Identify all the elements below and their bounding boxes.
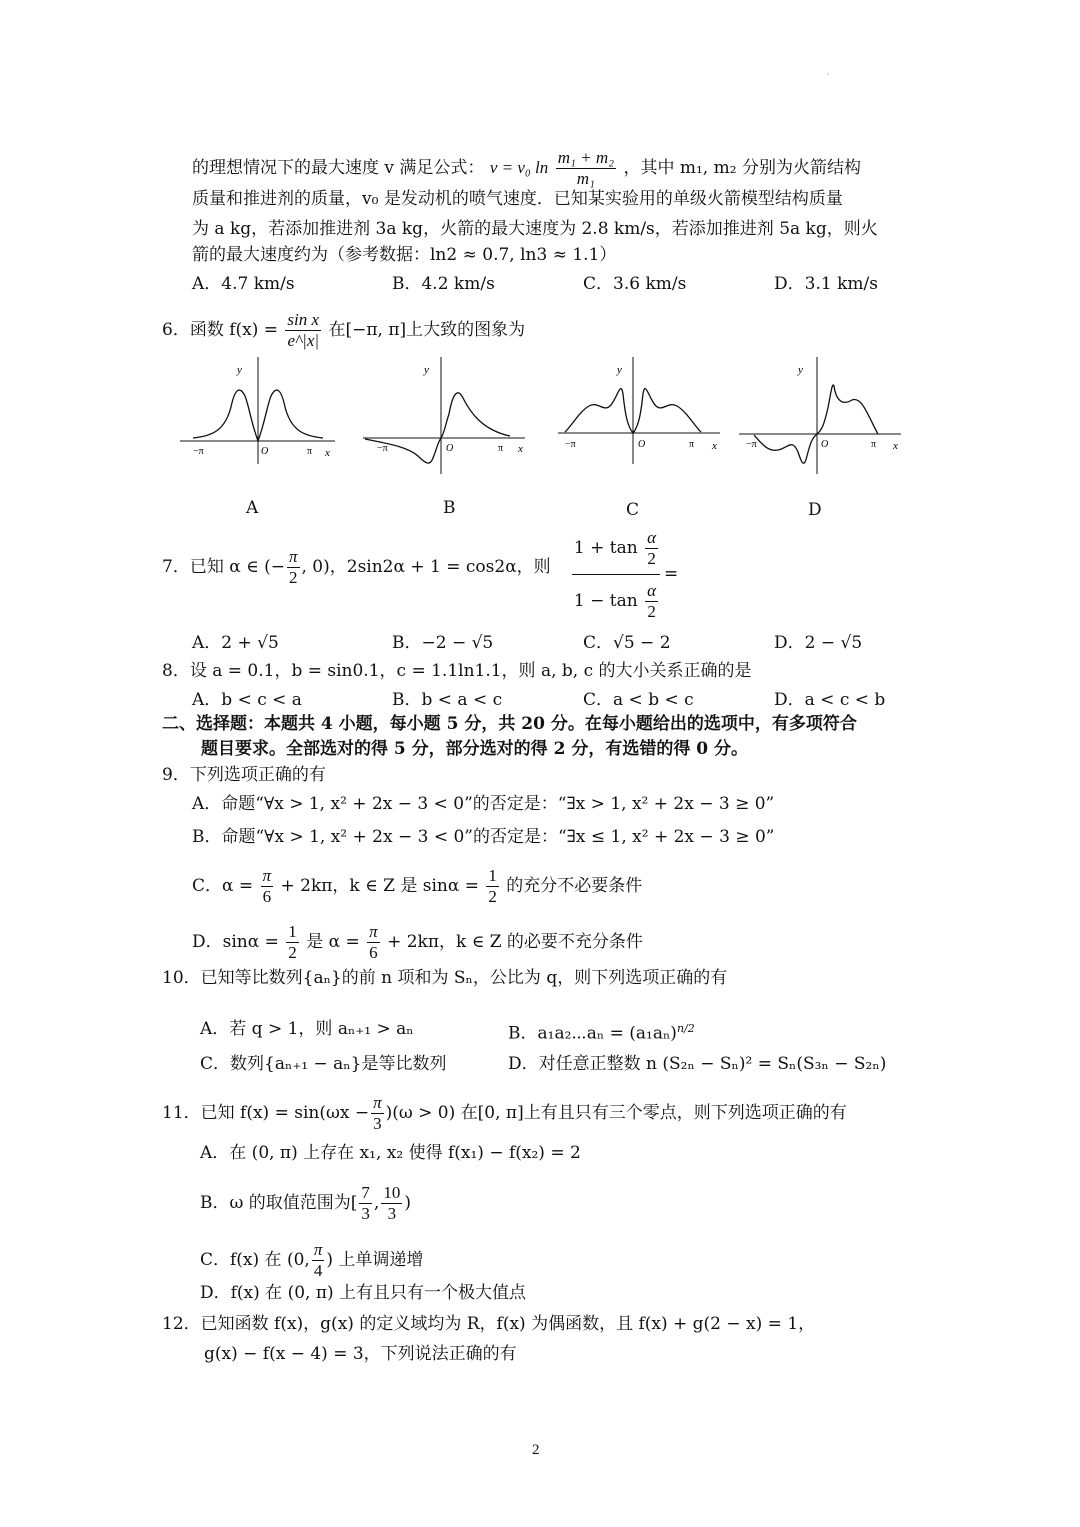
q11-b-ten-thirds: [381, 1183, 402, 1224]
q9-d-six: 6: [369, 943, 378, 962]
q9-option-a: A．命题“∀x > 1, x² + 2x − 3 < 0”的否定是：“∃x > 1, x² + 2x − 3 ≥ 0”: [192, 794, 775, 814]
q11-b-n2: 10: [383, 1183, 401, 1202]
q5-formula-denominator: m₁: [576, 169, 595, 188]
q7-option-b: B．−2 − √5: [392, 633, 494, 653]
q11-b-post: ): [404, 1193, 411, 1213]
q10-option-d: D．对任意正整数 n (S₂ₙ − Sₙ)² = Sₙ(S₃ₙ − S₂ₙ): [508, 1054, 887, 1074]
q5-option-d: D．3.1 km/s: [774, 274, 878, 294]
graph-d-y-label: y: [798, 364, 803, 376]
q9-option-c: [192, 866, 642, 907]
q9-d-pi-over-6: [367, 922, 380, 963]
q12-line2: g(x) − f(x − 4) = 3，下列说法正确的有: [204, 1344, 517, 1364]
graph-d-pos-pi: π: [871, 439, 877, 450]
graph-d-neg-pi: −π: [746, 439, 757, 450]
q5-option-c: C．3.6 km/s: [583, 274, 687, 294]
q11-pi: π: [373, 1093, 382, 1112]
graph-b: [360, 352, 530, 477]
q7-alpha-bottom: α: [647, 581, 657, 600]
q11-b-d2: 3: [387, 1204, 397, 1223]
q7-alpha-top: α: [647, 528, 657, 547]
q7-fraction-bar: [572, 574, 660, 575]
q9-c-pre: C．α =: [192, 876, 254, 896]
q10-option-a: A．若 q > 1，则 aₙ₊₁ > aₙ: [200, 1019, 414, 1039]
graph-b-origin: O: [446, 443, 454, 454]
q7-two-bottom: 2: [647, 602, 656, 621]
graph-c-x-label: x: [712, 440, 717, 452]
q7-top-text: 1 + tan: [573, 538, 638, 558]
q8-stem: 8．设 a = 0.1，b = sin0.1，c = 1.1ln1.1，则 a, b, c 的大小关系正确的是: [162, 661, 752, 681]
q6-numerator: sin x: [287, 310, 320, 329]
q7-alpha-over-2-top: [645, 528, 658, 569]
q9-option-b: B．命题“∀x > 1, x² + 2x − 3 < 0”的否定是：“∃x ≤ 1, x² + 2x − 3 ≥ 0”: [192, 827, 775, 847]
q7-prefix: 7．已知 α ∈ (−: [162, 557, 285, 577]
q5-formula-fraction: [556, 148, 616, 189]
graph-a-pos-pi: π: [307, 446, 313, 457]
q10-b-text: B．a₁a₂⋯aₙ = (a₁aₙ): [508, 1023, 677, 1044]
q11-stem: [162, 1093, 847, 1134]
q7-two: 2: [288, 568, 298, 587]
q5-line3: 为 a kg，若添加推进剂 3a kg，火箭的最大速度为 2.8 km/s，若添加推进剂 5a kg，则火: [192, 219, 878, 239]
q9-c-post: 的充分不必要条件: [506, 876, 643, 896]
q7-option-a: A．2 + √5: [192, 633, 279, 653]
q9-c-one-half: [486, 866, 499, 907]
q9-c-one: 1: [488, 866, 497, 885]
q10-option-b: [508, 1018, 695, 1045]
section2-line2: 题目要求。全部选对的得 5 分，部分选对的得 2 分，有选错的得 0 分。: [201, 739, 748, 759]
q11-option-c: [200, 1240, 423, 1281]
q8-option-a: A．b < c < a: [192, 690, 302, 710]
q7-stem: [162, 547, 551, 588]
q7-two-top: 2: [647, 549, 656, 568]
q5-line1-tail: ，其中 m₁, m₂ 分别为火箭结构: [623, 158, 861, 178]
q9-option-d: [192, 922, 643, 963]
graph-b-label: B: [443, 498, 456, 518]
q11-c-pi: π: [313, 1240, 323, 1259]
graph-a: [175, 352, 340, 467]
q7-big-denominator: [572, 581, 662, 622]
q11-stem-post: )(ω > 0) 在[0, π]上有且只有三个零点，则下列选项正确的有: [385, 1103, 847, 1123]
q11-option-d: D．f(x) 在 (0, π) 上有且只有一个极大值点: [200, 1283, 527, 1303]
scan-mark: ·: [827, 70, 830, 79]
graph-d-x-label: x: [893, 440, 898, 452]
q9-c-mid: + 2kπ，k ∈ Z 是 sinα =: [280, 876, 479, 896]
graph-c-y-label: y: [617, 364, 622, 376]
q9-stem: 9．下列选项正确的有: [162, 765, 326, 785]
q9-d-two: 2: [288, 943, 297, 962]
q9-d-pre: D．sinα =: [192, 932, 279, 952]
graph-b-neg-pi: −π: [377, 443, 388, 454]
page-number: 2: [532, 1442, 540, 1458]
q10-b-exponent: n/2: [676, 1022, 695, 1035]
q9-d-pi: π: [369, 922, 378, 941]
q7-bottom-text: 1 − tan: [573, 591, 638, 611]
q7-option-d: D．2 − √5: [774, 633, 863, 653]
q9-c-pi: π: [262, 866, 272, 885]
q5-formula-numerator: m₁ + m₂: [557, 148, 615, 167]
graph-b-y-label: y: [424, 364, 429, 376]
q7-big-numerator: [572, 528, 662, 569]
q11-c-pre: C．f(x) 在 (0,: [200, 1250, 310, 1270]
q6-prefix: 6．函数 f(x) =: [162, 320, 279, 340]
q11-b-n1: 7: [361, 1183, 370, 1202]
q6-suffix: 在[−π, π]上大致的图象为: [328, 320, 526, 340]
q11-b-pre: B．ω 的取值范围为[: [200, 1193, 358, 1213]
graph-a-neg-pi: −π: [193, 446, 204, 457]
q11-option-a: A．在 (0, π) 上存在 x₁, x₂ 使得 f(x₁) − f(x₂) = 2: [200, 1143, 581, 1163]
graph-d-label: D: [808, 500, 822, 520]
q6-denominator: e^|x|: [287, 331, 320, 350]
graph-b-pos-pi: π: [498, 443, 504, 454]
graph-a-origin: O: [261, 446, 269, 457]
q9-d-one: 1: [288, 922, 297, 941]
q11-three: 3: [373, 1114, 382, 1133]
q11-c-pi-over-4: [312, 1240, 325, 1281]
q11-b-seven-thirds: [359, 1183, 372, 1224]
graph-c-pos-pi: π: [689, 439, 695, 450]
q6-fraction: [285, 310, 321, 351]
q12-line1: 12．已知函数 f(x)，g(x) 的定义域均为 R，f(x) 为偶函数，且 f(x) + g(2 − x) = 1，: [162, 1314, 816, 1334]
q11-stem-pre: 11．已知 f(x) = sin(ωx −: [162, 1103, 370, 1123]
q9-c-pi-over-6: [261, 866, 274, 907]
q11-c-post: ) 上单调递增: [326, 1250, 424, 1270]
graph-d: [736, 352, 906, 477]
q9-c-two: 2: [488, 887, 497, 906]
q7-pi-over-2: [287, 547, 300, 588]
q7-alpha-over-2-bottom: [645, 581, 658, 622]
q10-option-c: C．数列{aₙ₊₁ − aₙ}是等比数列: [200, 1054, 447, 1074]
graph-d-origin: O: [821, 439, 829, 450]
q8-option-c: C．a < b < c: [583, 690, 694, 710]
q11-c-four: 4: [313, 1261, 323, 1280]
graph-c-neg-pi: −π: [565, 439, 576, 450]
graph-a-label: A: [246, 498, 259, 518]
q11-option-b: B．ω 的取值范围为[ $\frac{7}{3}$ , $\frac{10}{3}$ ): [200, 1183, 411, 1223]
section2-line1: 二、选择题：本题共 4 小题，每小题 5 分，共 20 分。在每小题给出的选项中，有多项符合: [162, 714, 857, 734]
q7-option-c: C．√5 − 2: [583, 633, 671, 653]
graph-a-y-label: y: [237, 364, 242, 376]
graph-c: [555, 352, 725, 467]
q5-line2: 质量和推进剂的质量，v₀ 是发动机的喷气速度．已知某实验用的单级火箭模型结构质量: [192, 189, 843, 209]
q5-line1: [192, 148, 861, 189]
q9-d-one-half: [286, 922, 299, 963]
q10-stem: 10．已知等比数列{aₙ}的前 n 项和为 Sₙ，公比为 q，则下列选项正确的有: [162, 968, 728, 988]
q5-line4: 箭的最大速度约为（参考数据：ln2 ≈ 0.7, ln3 ≈ 1.1）: [192, 245, 617, 265]
q9-d-mid: 是 α =: [306, 932, 360, 952]
q5-option-b: B．4.2 km/s: [392, 274, 495, 294]
q6-stem: [162, 310, 525, 351]
graph-a-x-label: x: [325, 447, 330, 459]
q7-mid: , 0)，2sin2α + 1 = cos2α，则: [301, 557, 551, 577]
q11-pi-over-3: [371, 1093, 384, 1134]
q5-line1-text: 的理想情况下的最大速度 v 满足公式：: [192, 158, 485, 178]
q5-formula: v = v₀ ln: [489, 158, 549, 177]
q9-d-post: + 2kπ，k ∈ Z 的必要不充分条件: [387, 932, 643, 952]
graph-c-origin: O: [638, 439, 646, 450]
q8-option-b: B．b < a < c: [392, 690, 503, 710]
q11-b-d1: 3: [361, 1204, 370, 1223]
q9-c-six: 6: [262, 887, 272, 906]
q7-pi: π: [288, 547, 298, 566]
graph-c-label: C: [626, 500, 640, 520]
q5-option-a: A．4.7 km/s: [192, 274, 295, 294]
q7-equals: =: [664, 564, 679, 584]
q8-option-d: D．a < c < b: [774, 690, 886, 710]
graph-d-curve: [754, 385, 878, 463]
graph-b-x-label: x: [518, 443, 523, 455]
